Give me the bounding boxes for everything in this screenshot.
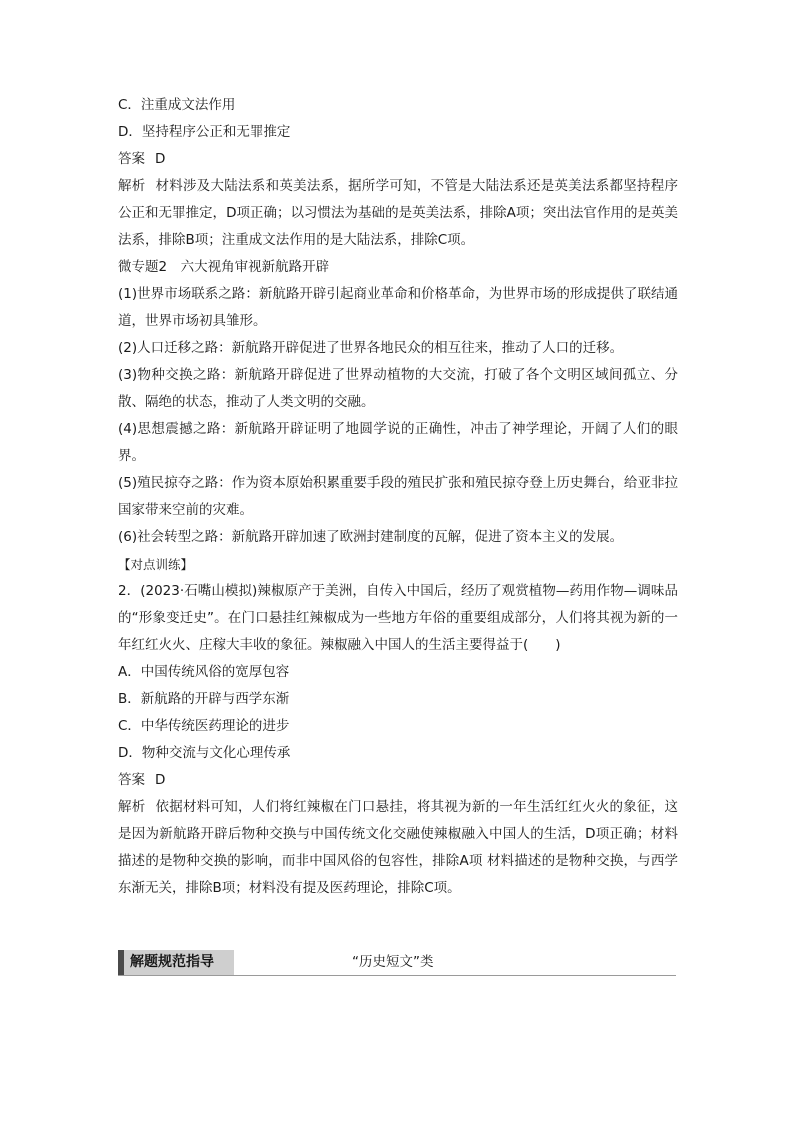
practice-answer xyxy=(118,767,678,794)
q1-answer xyxy=(118,146,678,173)
analysis-text: 依据材料可知，人们将红辣椒在门口悬挂，将其视为新的一年生活红红火火的象征，这是因为新航路开辟后物种交换与中国传统文化交融使辣椒融入中国人的生活，D项正确；材料描述的是物种交换的影响，而非中国风俗的包容性，排除A项 材料描述的是物种交换，与西学东渐无关，排除B项；材料没有提及医药理论，排除C项。 xyxy=(118,799,679,896)
practice-option-c: C．中华传统医药理论的进步 xyxy=(118,718,290,734)
practice-option-d: D．物种交流与文化心理传承 xyxy=(118,745,291,761)
content-body xyxy=(118,92,678,902)
section-footer xyxy=(118,946,676,976)
answer-label: 答案 xyxy=(118,772,145,788)
practice-option-b: B．新航路的开辟与西学东渐 xyxy=(118,691,290,707)
analysis-label: 解析 xyxy=(118,799,146,815)
topic-point-2: (2)人口迁移之路：新航路开辟促进了世界各地民众的相互往来，推动了人口的迁移。 xyxy=(118,340,624,356)
practice-option-a: A．中国传统风俗的宽厚包容 xyxy=(118,664,290,680)
analysis-text: 材料涉及大陆法系和英美法系，据所学可知，不管是大陆法系还是英美法系都坚持程序公正和无罪推定，D项正确；以习惯法为基础的是英美法系，排除A项；突出法官作用的是英美法系，排除B项；注重成文法作用的是大陆法系，排除C项。 xyxy=(118,178,679,248)
analysis-label: 解析 xyxy=(118,178,146,194)
answer-label: 答案 xyxy=(118,151,145,167)
practice-question: 2．(2023·石嘴山模拟)辣椒原产于美洲，自传入中国后，经历了观赏植物—药用作物—调味品的“形象变迁史”。在门口悬挂红辣椒成为一些地方年俗的重要组成部分，人们将其视为新的一年红红火火、庄稼大丰收的象征。辣椒融入中国人的生活主要得益于( ) xyxy=(118,583,678,653)
topic-point-3: (3)物种交换之路：新航路开辟促进了世界动植物的大交流，打破了各个文明区域间孤立、分散、隔绝的状态，推动了人类文明的交融。 xyxy=(118,367,678,410)
practice-analysis xyxy=(118,794,678,902)
q1-option-d: D．坚持程序公正和无罪推定 xyxy=(118,124,291,140)
topic-point-4: (4)思想震撼之路：新航路开辟证明了地圆学说的正确性，冲击了神学理论，开阔了人们的眼界。 xyxy=(118,421,678,464)
topic-point-5: (5)殖民掠夺之路：作为资本原始积累重要手段的殖民扩张和殖民掠夺登上历史舞台，给亚非拉国家带来空前的灾难。 xyxy=(118,475,678,518)
topic-point-1: (1)世界市场联系之路：新航路开辟引起商业革命和价格革命，为世界市场的形成提供了联结通道，世界市场初具雏形。 xyxy=(118,286,678,329)
q1-option-c: C．注重成文法作用 xyxy=(118,97,236,113)
topic-point-6: (6)社会转型之路：新航路开辟加速了欧洲封建制度的瓦解，促进了资本主义的发展。 xyxy=(118,529,624,545)
q1-analysis xyxy=(118,173,678,254)
section-title: “历史短文”类 xyxy=(352,954,434,970)
answer-value: D xyxy=(155,151,166,167)
section-divider xyxy=(118,975,676,976)
practice-header: 【对点训练】 xyxy=(118,557,194,572)
topic-title: 微专题2 六大视角审视新航路开辟 xyxy=(118,259,330,275)
section-badge: 解题规范指导 xyxy=(118,950,234,975)
answer-value: D xyxy=(155,772,166,788)
